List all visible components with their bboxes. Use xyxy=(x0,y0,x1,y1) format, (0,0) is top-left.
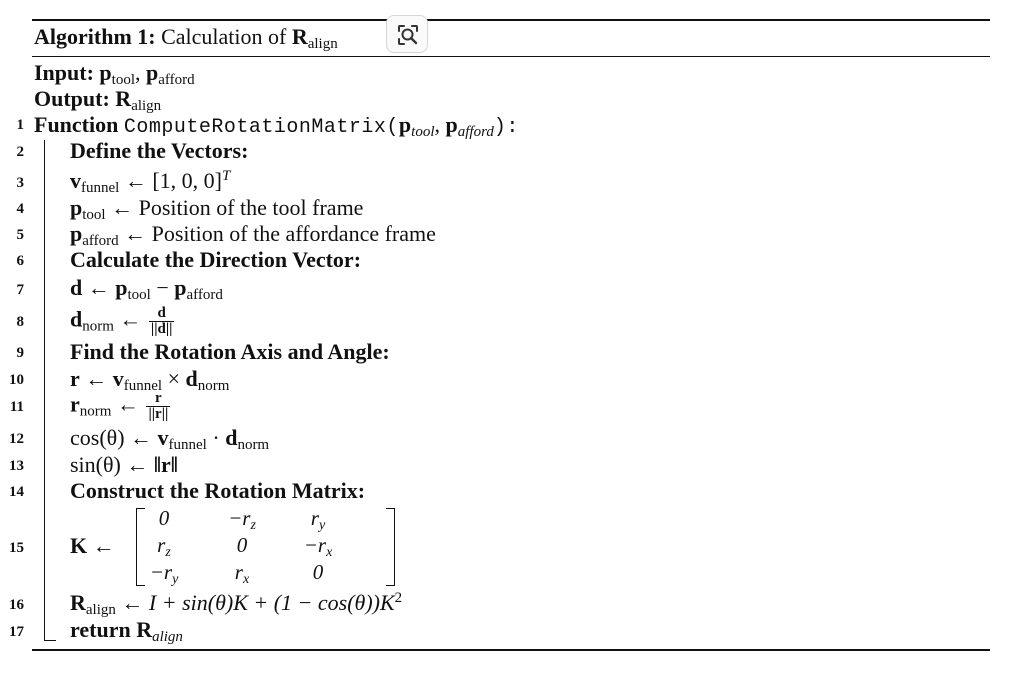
lhs: r xyxy=(70,366,80,391)
output-symbol: R xyxy=(115,86,132,111)
function-name: ComputeRotationMatrix xyxy=(123,116,387,139)
term1-sub: funnel xyxy=(123,378,163,394)
function-arg2: p xyxy=(445,112,458,137)
line-number: 15 xyxy=(9,540,24,556)
zoom-button[interactable] xyxy=(386,15,428,53)
rhs: Position of the tool frame xyxy=(138,195,364,220)
input-p2: p xyxy=(146,60,159,85)
header-rule xyxy=(32,56,990,57)
section-heading: Find the Rotation Axis and Angle: xyxy=(70,339,390,364)
lhs: K xyxy=(70,533,88,558)
code-line-16 xyxy=(70,590,402,616)
line-number: 9 xyxy=(16,345,24,361)
line-number: 14 xyxy=(9,484,24,500)
line-number: 10 xyxy=(9,372,24,388)
return-keyword: return xyxy=(70,617,131,642)
fraction-numerator: d xyxy=(149,306,175,322)
assign-arrow: ← xyxy=(111,391,145,417)
term1: v xyxy=(157,425,169,450)
input-line xyxy=(34,60,195,86)
return-sub: align xyxy=(152,629,183,645)
lhs: d xyxy=(70,275,83,300)
lhs: R xyxy=(70,590,86,615)
function-arg2-sub: afford xyxy=(457,124,494,140)
fraction xyxy=(146,391,170,422)
matrix-cell xyxy=(288,533,348,558)
function-body-bar xyxy=(44,140,45,640)
section-heading: Construct the Rotation Matrix: xyxy=(70,478,366,503)
output-label: Output: xyxy=(34,86,110,111)
cell-value: 0 xyxy=(236,533,248,557)
lhs: d xyxy=(70,306,83,332)
cell-value: r xyxy=(310,506,319,530)
lhs-sub: norm xyxy=(79,403,112,420)
term2: d xyxy=(225,425,238,450)
input-sub2: afford xyxy=(158,72,195,88)
bottom-rule xyxy=(32,649,990,651)
matrix-lhs xyxy=(70,533,115,559)
line-number: 16 xyxy=(9,597,24,613)
line-number-1: 1 xyxy=(16,117,24,133)
zoom-search-icon xyxy=(396,23,420,47)
fraction xyxy=(149,306,175,337)
term1: v xyxy=(112,366,124,391)
matrix-cell xyxy=(212,560,272,585)
section-heading: Define the Vectors: xyxy=(70,138,249,163)
term1-sub: funnel xyxy=(168,437,207,453)
fraction-numerator: r xyxy=(146,391,170,407)
rhs: Position of the affordance frame xyxy=(151,221,436,246)
rhs: I + sin(θ)K + (1 − cos(θ))K xyxy=(148,590,395,615)
lhs: r xyxy=(70,391,80,417)
line-number: 11 xyxy=(9,399,24,415)
cell-sub: x xyxy=(242,572,250,587)
lhs-sub: funnel xyxy=(81,180,120,196)
matrix-right-bracket xyxy=(386,508,395,586)
algorithm-label: Algorithm 1: xyxy=(34,24,156,49)
function-keyword: Function xyxy=(34,112,119,137)
lhs: cos(θ) xyxy=(70,425,125,450)
rhs: ‖r‖ xyxy=(153,452,178,477)
function-open: ( xyxy=(386,116,399,139)
function-line: Function $ComputeRotationMatrix(p_{tool}$, $p_{afford}$): xyxy=(34,112,519,140)
code-line-13 xyxy=(70,452,178,478)
rhs-sup: T xyxy=(221,168,231,184)
algorithm-title xyxy=(34,19,338,55)
function-close: ): xyxy=(493,116,519,139)
cell-sub: z xyxy=(250,518,256,533)
rhs-sup: 2 xyxy=(394,590,403,606)
matrix-cell xyxy=(134,533,194,558)
input-sep: , xyxy=(135,60,147,85)
title-sub: align xyxy=(307,36,338,52)
code-line-8 xyxy=(70,306,176,337)
cell-value: r xyxy=(234,560,243,584)
operator: − xyxy=(150,275,175,300)
assign-arrow: ← xyxy=(105,195,139,220)
lhs: v xyxy=(70,168,81,193)
section-heading: Calculate the Direction Vector: xyxy=(70,247,362,272)
function-arg1: p xyxy=(398,112,412,137)
cell-sub: y xyxy=(172,572,179,587)
assign-arrow: ← xyxy=(82,275,116,300)
cell-value: r xyxy=(157,533,166,557)
line-number: 3 xyxy=(16,175,24,191)
input-p1: p xyxy=(99,60,112,85)
assign-arrow: ← xyxy=(115,590,149,615)
term2: d xyxy=(185,366,198,391)
code-line-10 xyxy=(70,366,229,392)
matrix-cell xyxy=(212,506,272,531)
cell-value: 0 xyxy=(158,506,170,530)
line-number: 2 xyxy=(16,144,24,160)
matrix-cell xyxy=(288,560,348,585)
cell-value: −r xyxy=(303,533,327,557)
matrix-cell xyxy=(212,533,272,558)
assign-arrow: ← xyxy=(87,533,115,558)
fraction-denominator: ||r|| xyxy=(148,406,169,422)
cell-sub: x xyxy=(326,545,333,560)
line-number: 5 xyxy=(16,227,24,243)
line-number: 8 xyxy=(16,314,24,330)
code-line-7 xyxy=(70,275,223,301)
cell-value: 0 xyxy=(312,560,324,584)
return-symbol: R xyxy=(136,617,153,642)
code-line-17 xyxy=(70,617,183,643)
line-number: 17 xyxy=(9,624,24,640)
fraction-denominator: ||d|| xyxy=(150,321,173,337)
assign-arrow: ← xyxy=(113,306,147,332)
term2-sub: norm xyxy=(237,437,270,453)
input-sub1: tool xyxy=(111,72,136,88)
operator: · xyxy=(206,425,226,450)
lhs: p xyxy=(70,195,83,220)
term1-sub: tool xyxy=(127,287,151,303)
lhs-sub: afford xyxy=(82,233,119,249)
term2-sub: norm xyxy=(197,378,230,394)
code-line-12 xyxy=(70,425,269,451)
lhs: sin(θ) xyxy=(70,452,121,477)
assign-arrow: ← xyxy=(118,221,152,246)
function-arg1-sub: tool xyxy=(411,124,435,140)
output-sub: align xyxy=(131,98,162,114)
cell-value: −r xyxy=(149,560,173,584)
input-label: Input: xyxy=(34,60,94,85)
operator: × xyxy=(162,366,186,391)
line-number: 6 xyxy=(16,253,24,269)
assign-arrow: ← xyxy=(79,366,113,391)
rhs: [1, 0, 0] xyxy=(152,168,222,193)
lhs-sub: align xyxy=(85,602,116,618)
lhs-sub: norm xyxy=(82,318,114,335)
line-number: 12 xyxy=(9,431,24,447)
line-number: 4 xyxy=(16,201,24,217)
function-body-end-tick xyxy=(44,640,56,641)
cell-value: −r xyxy=(228,506,251,530)
title-prefix: Calculation of xyxy=(161,24,292,49)
matrix-cell xyxy=(288,506,348,531)
assign-arrow: ← xyxy=(124,425,158,450)
matrix-cell xyxy=(134,560,194,585)
code-line-3 xyxy=(70,168,230,194)
assign-arrow: ← xyxy=(119,168,153,193)
code-line-11 xyxy=(70,391,172,422)
code-line-5 xyxy=(70,221,436,247)
lhs: p xyxy=(70,221,83,246)
term1: p xyxy=(115,275,128,300)
line-number: 7 xyxy=(16,282,24,298)
assign-arrow: ← xyxy=(120,452,154,477)
output-line xyxy=(34,86,161,112)
term2: p xyxy=(174,275,187,300)
matrix-cell xyxy=(134,506,194,531)
cell-sub: y xyxy=(318,518,326,533)
line-number: 13 xyxy=(9,458,24,474)
cell-sub: z xyxy=(165,545,171,560)
code-line-4 xyxy=(70,195,363,221)
term2-sub: afford xyxy=(186,287,223,303)
title-symbol: R xyxy=(291,24,308,49)
lhs-sub: tool xyxy=(82,207,106,223)
